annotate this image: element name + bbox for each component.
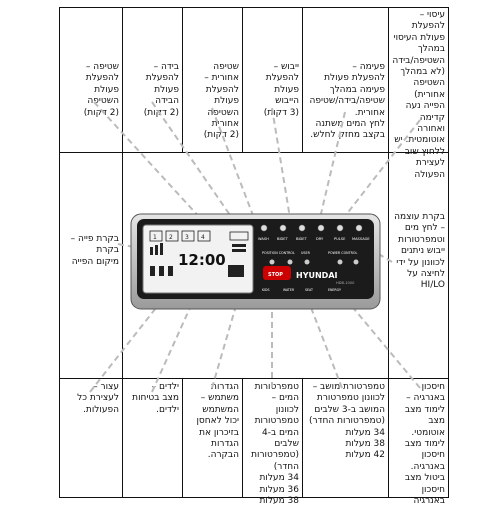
energy-description: חיסכון באנרגיה – לימוד מצב מצב אוטומטי. לימוד מצב חיסכון באנרגיה. ביטול מצב חיסכון באנרגיה bbox=[404, 382, 445, 507]
svg-text:4: 4 bbox=[201, 234, 205, 241]
label-seat: SEAT bbox=[305, 288, 313, 292]
lcd-time: 12:00 bbox=[178, 251, 226, 269]
btn-label-pulse: PULSE bbox=[334, 237, 346, 241]
brand-logo: HYUNDAI bbox=[296, 271, 338, 280]
svg-text:3: 3 bbox=[185, 234, 189, 241]
stop-label: STOP bbox=[268, 272, 283, 278]
bidet-description: בידה – להפעלת פעולת הבידה (2 דקות) bbox=[143, 62, 179, 118]
power-control-description: בקרת עוצמה – לחץ מים וטמפרטורות ייבוש ניתנים לכוונון על ידי לחיצה על HI/LO bbox=[394, 212, 445, 291]
label-power: POWER CONTROL bbox=[328, 251, 358, 255]
label-position: POSITION CONTROL bbox=[262, 251, 295, 255]
dry-description: ייבוש – להפעלת פעולת הייבוש (3 דקות) bbox=[263, 62, 299, 118]
model-label: HDB-1000 bbox=[336, 281, 355, 285]
nozzle-control-description: בקרת פייה – בקרת מיקום הפייה bbox=[70, 234, 119, 267]
btn-label-massage: MASSAGE bbox=[352, 237, 370, 241]
massage-description: עיסוי – להפעלת פעולת העיסוי במהלך השטיפה/בידה (לא במהלך השטיפה אחורית) הפייה נעה קדימה ואחורה אוטומטית. יש ללחוץ שוב לעצירת הפעולה bbox=[392, 10, 445, 180]
btn-label-bidet: BIDET bbox=[296, 237, 307, 241]
water-temp-description: טמפרטורות המים – לכוונון טמפרטורות המים ב-4 שלבים (טמפרטורות החדר) 34 מעלות 36 מעלות 38 מעלות bbox=[251, 382, 299, 507]
svg-text:1: 1 bbox=[153, 234, 157, 241]
svg-text:2: 2 bbox=[169, 234, 173, 241]
btn-label-rear: BIDET bbox=[277, 237, 288, 241]
label-kids: KIDS bbox=[262, 288, 270, 292]
label-energy: ENERGY bbox=[328, 288, 341, 292]
label-user: USER bbox=[301, 251, 310, 255]
btn-label-dry: DRY bbox=[316, 237, 324, 241]
kids-description: ילדים – מצב בטיחות ילדים. bbox=[132, 382, 179, 415]
seat-temp-description: טמפרטורת מושב – לכוונון טמפרטורת המושב ב-3 שלבים (טמפרטורות החדר) 34 מעלות 38 מעלות 42 מעלות bbox=[308, 382, 385, 461]
btn-label-wash: WASH bbox=[258, 237, 269, 241]
label-water: WATER bbox=[283, 288, 295, 292]
user-settings-description: הגדרות משתמש – המשתמש יכול לאחסן בזיכרון את הגדרות הבקרה. bbox=[196, 382, 239, 461]
stop-description: עצור – לעצירת כל הפעולות. bbox=[77, 382, 119, 415]
wash-description: שטיפה – להפעלת פעולת השטיפה (2 דקות) bbox=[83, 62, 119, 118]
rear-wash-description: שטיפה אחורית – להפעלת פעולת השטיפה אחורית (2 דקות) bbox=[203, 62, 239, 141]
pulse-description: פעימה – להפעלת פעולת פעימה במהלך שטיפה/בידה/שטיפה אחורית. לחץ המים משתנה בקצב מחזק לחלש. bbox=[309, 62, 385, 141]
